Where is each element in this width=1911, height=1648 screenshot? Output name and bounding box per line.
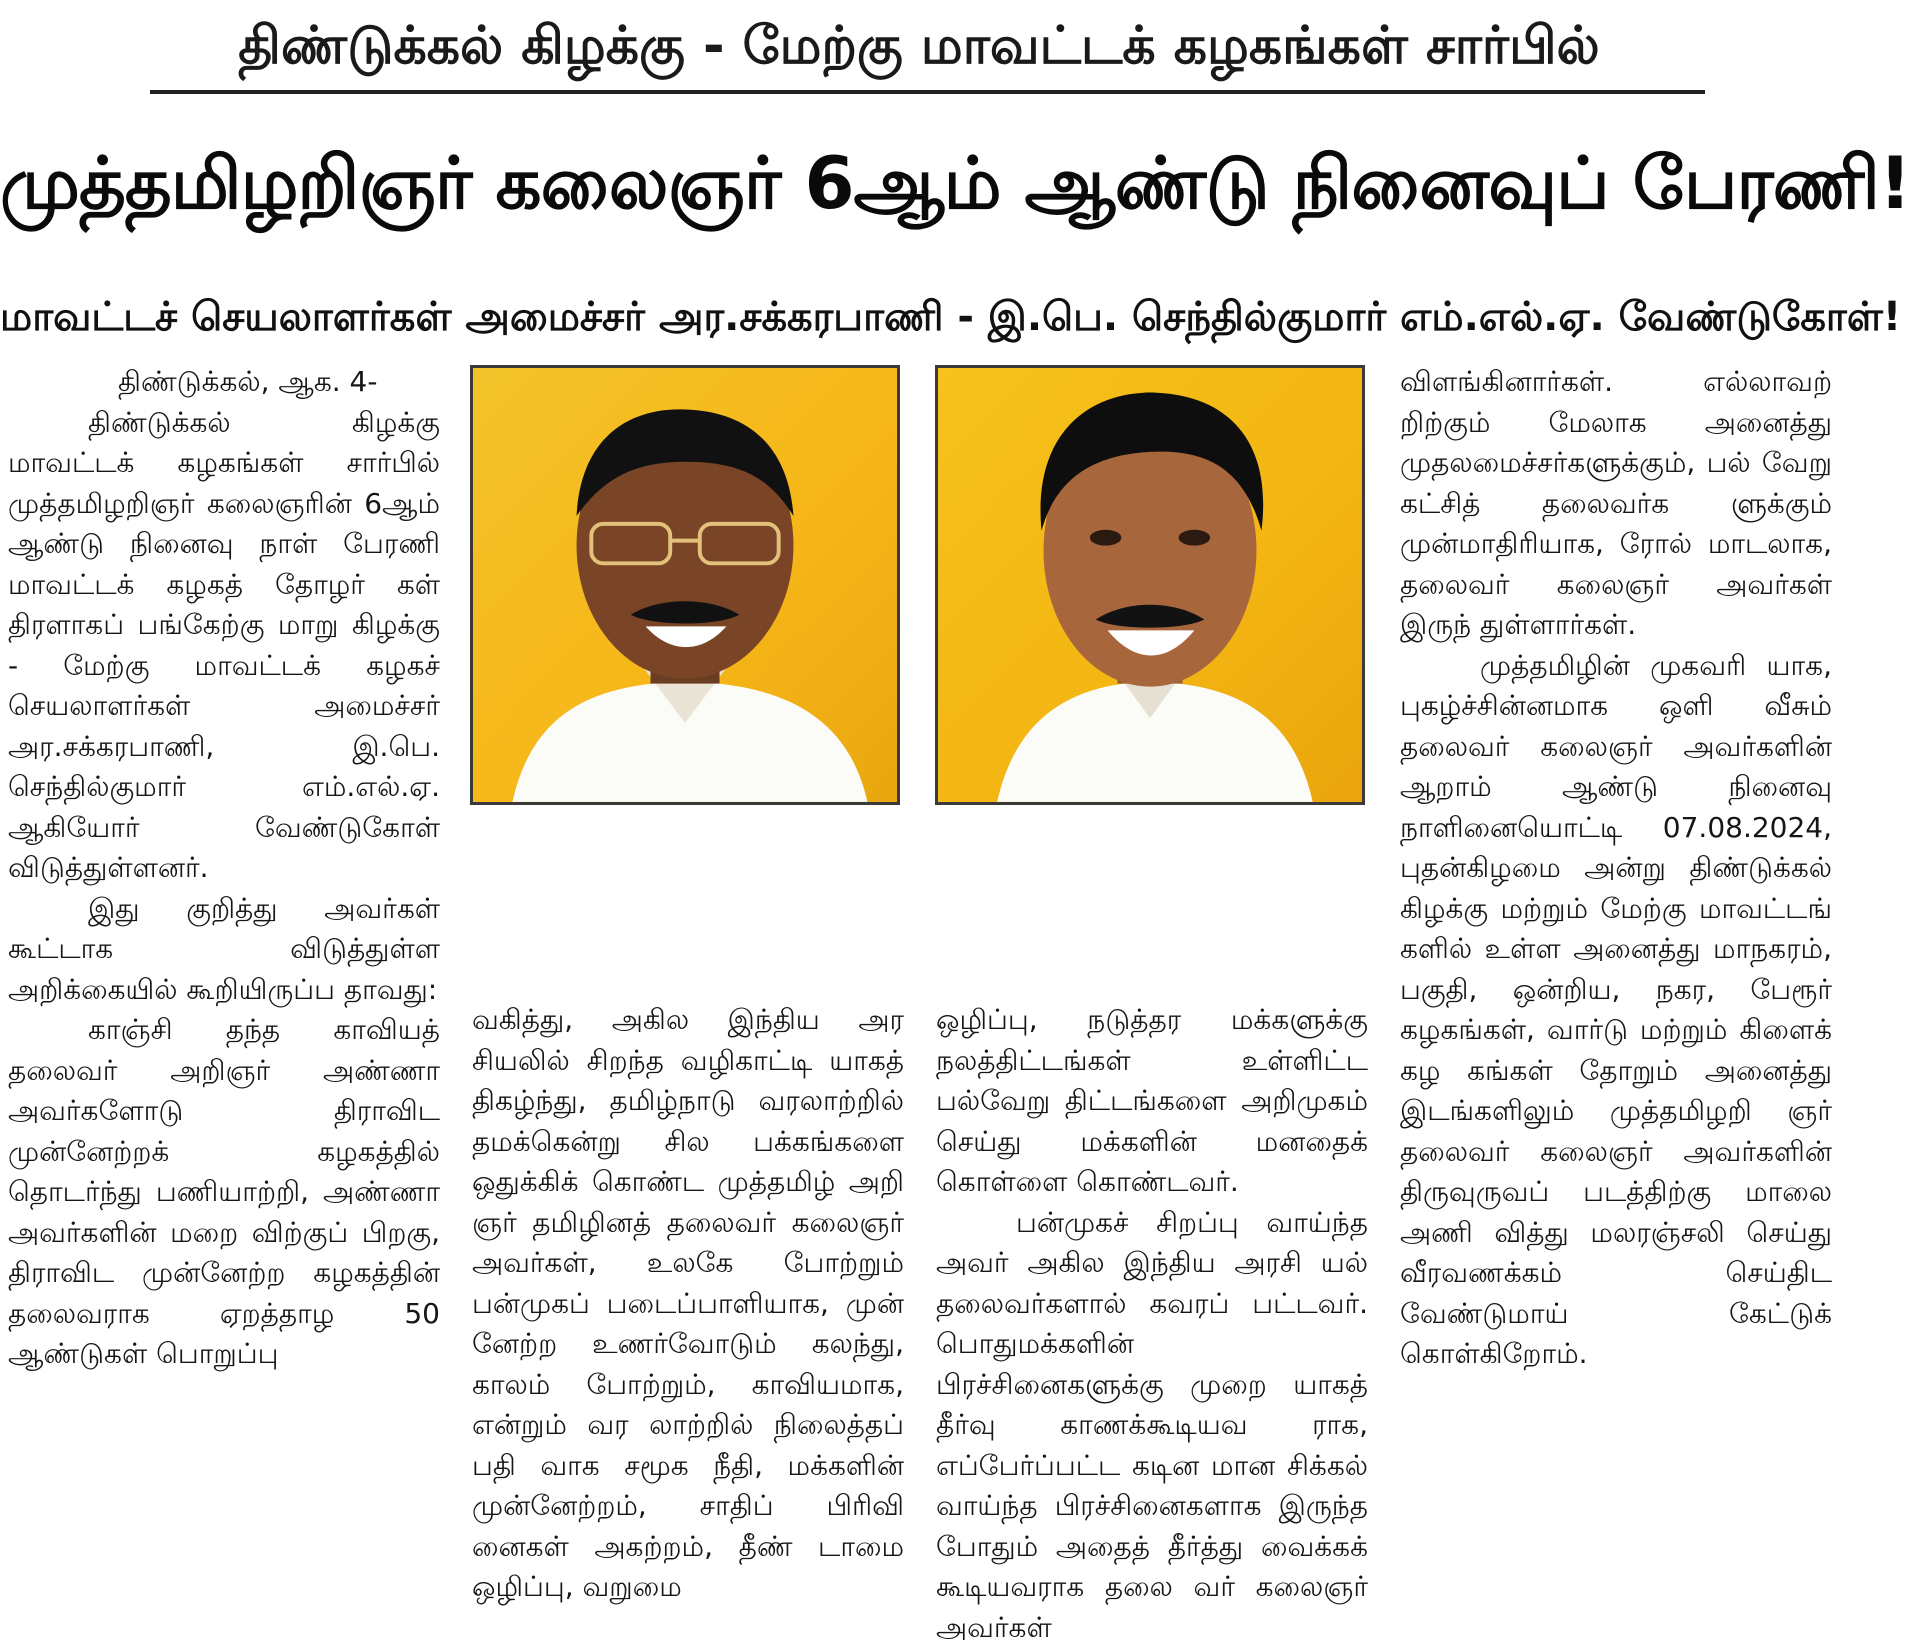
- portrait-photo-left: [470, 365, 900, 805]
- paragraph: முத்தமிழின் முகவரி யாக, புகழ்ச்சின்னமாக ஒளி வீசும் தலைவர் கலைஞர் அவர்களின் ஆறாம் ஆண்டு நினைவு நாளினையொட்டி 07.08.2024, புதன்கிழமை அன்று திண்டுக்கல் கிழக்கு மற்றும் மேற்கு மாவட்டங் களில் உள்ள அனைத்து மாநகரம், பகுதி, ஒன்றிய, நகர, பேரூர் கழகங்கள், வார்டு மற்றும் கிளைக் கழ கங்கள் தோறும் அனைத்து இடங்களிலும் முத்தமிழறி ஞர் தலைவர் கலைஞர் அவர்களின் திருவுருவப் படத்திற்கு மாலை அணி வித்து மலரஞ்சலி செய்து வீரவணக்கம் செய்திட வேண்டுமாய் கேட்டுக் கொள்கிறோம்.: [1400, 646, 1832, 1375]
- paragraph: காஞ்சி தந்த காவியத் தலைவர் அறிஞர் அண்ணா அவர்களோடு திராவிட முன்னேற்றக் கழகத்தில் தொடர்ந்து பணியாற்றி, அண்ணா அவர்களின் மறை விற்குப் பிறகு, திராவிட முன்னேற்ற கழகத்தின் தலைவராக ஏறத்தாழ 50 ஆண்டுகள் பொறுப்பு: [8, 1010, 440, 1375]
- paragraph: திண்டுக்கல் கிழக்கு மாவட்டக் கழகங்கள் சார்பில் முத்தமிழறிஞர் கலைஞரின் 6ஆம் ஆண்டு நினைவு நாள் பேரணி மாவட்டக் கழகத் தோழர் கள் திரளாகப் பங்கேற்கு மாறு கிழக்கு - மேற்கு மாவட்டக் கழகச் செயலாளர்கள் அமைச்சர் அர.சக்கரபாணி, இ.பெ. செந்தில்குமார் எம்.எல்.ஏ. ஆகியோர் வேண்டுகோள் விடுத்துள்ளனர்.: [8, 403, 440, 889]
- dateline: திண்டுக்கல், ஆக. 4-: [8, 362, 440, 403]
- article-column-1: [8, 362, 440, 1584]
- paragraph: பன்முகச் சிறப்பு வாய்ந்த அவர் அகில இந்திய அரசி யல் தலைவர்களால் கவரப் பட்டவர். பொதுமக்களின் பிரச்சினைகளுக்கு முறை யாகத் தீர்வு காணக்கூடியவ ராக, எப்பேர்ப்பட்ட கடின மான சிக்கல் வாய்ந்த பிரச்சினைகளாக இருந்த போதும் அதைத் தீர்த்து வைக்கக் கூடியவராக தலை வர் கலைஞர் அவர்கள்: [936, 1203, 1368, 1648]
- sub-headline: மாவட்டச் செயலாளர்கள் அமைச்சர் அர.சக்கரபாணி - இ.பெ. செந்தில்குமார் எம்.எல்.ஏ. வேண்டுகோள்!: [0, 282, 1838, 352]
- kicker-heading: திண்டுக்கல் கிழக்கு - மேற்கு மாவட்டக் கழகங்கள் சார்பில்: [0, 4, 1838, 88]
- portrait-illustration-left: [473, 368, 897, 802]
- paragraph: விளங்கினார்கள். எல்லாவற் றிற்கும் மேலாக அனைத்து முதலமைச்சர்களுக்கும், பல் வேறு கட்சித் தலைவர்க ளுக்கும் முன்மாதிரியாக, ரோல் மாடலாக, தலைவர் கலைஞர் அவர்கள் இருந் துள்ளார்கள்.: [1400, 362, 1832, 646]
- paragraph: வகித்து, அகில இந்திய அர சியலில் சிறந்த வழிகாட்டி யாகத் திகழ்ந்து, தமிழ்நாடு வரலாற்றில் தமக்கென்று சில பக்கங்களை ஒதுக்கிக் கொண்ட முத்தமிழ் அறி ஞர் தமிழினத் தலைவர் கலைஞர் அவர்கள், உலகே போற்றும் பன்முகப் படைப்பாளியாக, முன் னேற்ற உணர்வோடும் கலந்து, காலம் போற்றும், காவியமாக, என்றும் வர லாற்றில் நிலைத்தப் பதி வாக சமூக நீதி, மக்களின் முன்னேற்றம், சாதிப் பிரிவி னைகள் அகற்றம், தீண் டாமை ஒழிப்பு, வறுமை: [472, 1000, 904, 1608]
- article-column-4: [1400, 362, 1832, 1584]
- article-column-2: [472, 1000, 904, 1584]
- paragraph: ஒழிப்பு, நடுத்தர மக்களுக்கு நலத்திட்டங்கள் உள்ளிட்ட பல்வேறு திட்டங்களை அறிமுகம் செய்து மக்களின் மனதைக் கொள்ளை கொண்டவர்.: [936, 1000, 1368, 1203]
- main-headline: முத்தமிழறிஞர் கலைஞர் 6ஆம் ஆண்டு நினைவுப் பேரணி!: [0, 108, 1838, 258]
- article-column-3: [936, 1000, 1368, 1584]
- kicker-underline: [150, 90, 1705, 94]
- portrait-photo-right: [935, 365, 1365, 805]
- paragraph: இது குறித்து அவர்கள் கூட்டாக விடுத்துள்ள அறிக்கையில் கூறியிருப்ப தாவது:: [8, 889, 440, 1011]
- portrait-illustration-right: [938, 368, 1362, 802]
